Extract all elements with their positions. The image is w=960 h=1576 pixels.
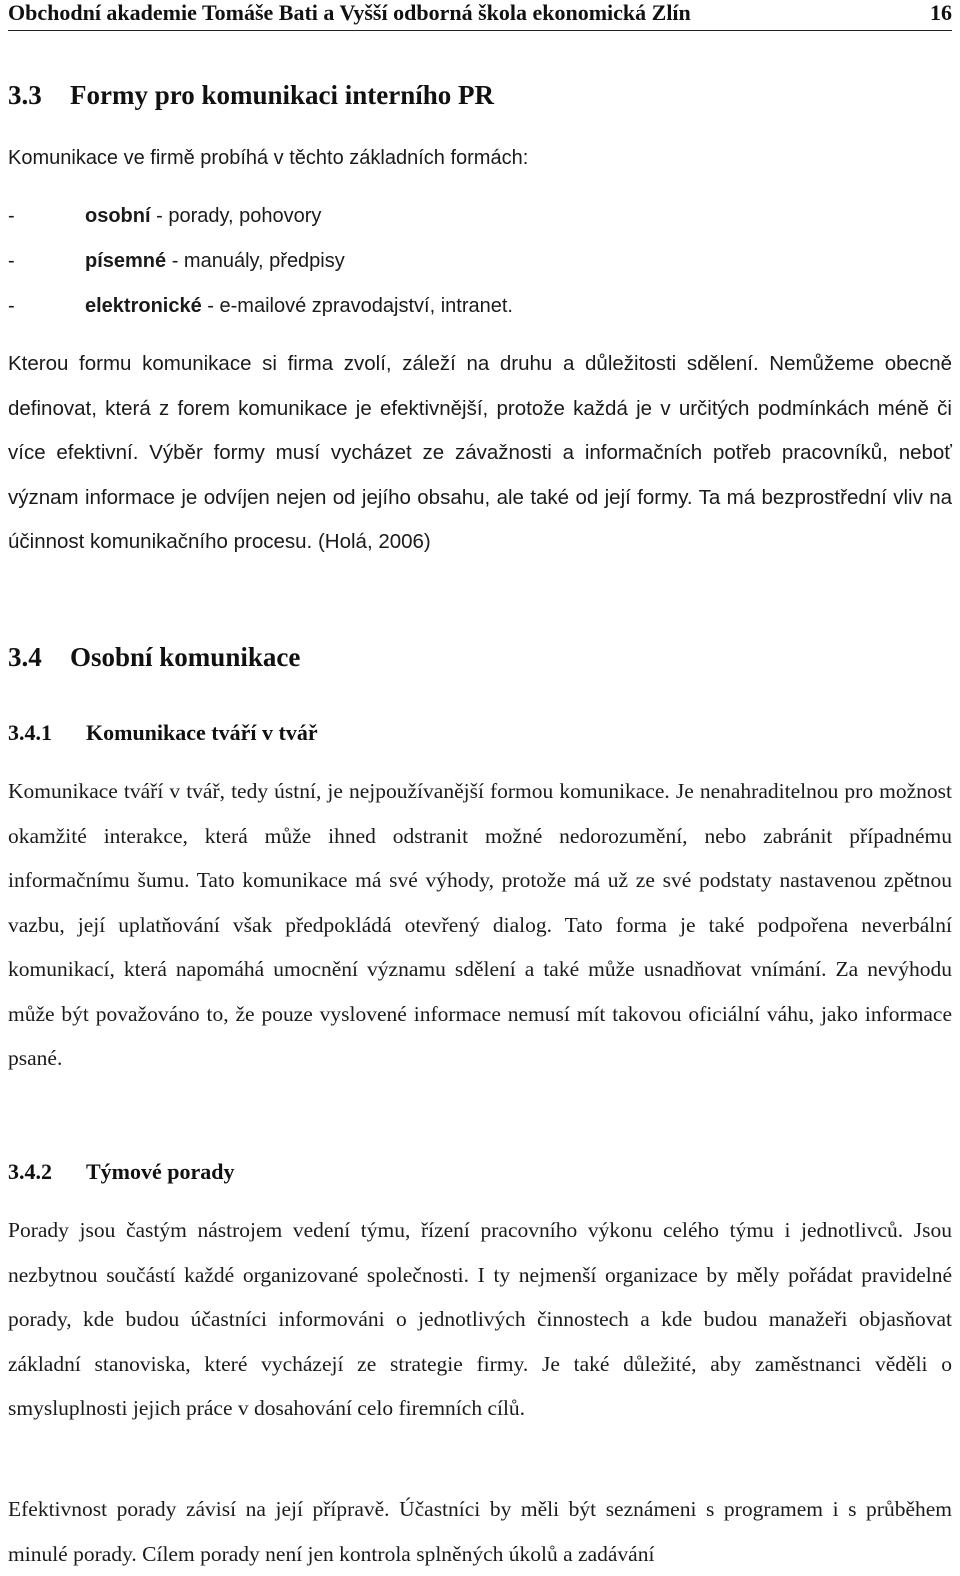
section-title: Formy pro komunikaci interního PR xyxy=(70,80,495,110)
forms-list xyxy=(8,202,513,337)
list-term: osobní xyxy=(85,205,151,227)
subsection-title: Komunikace tváří v tvář xyxy=(86,720,318,745)
section-title: Osobní komunikace xyxy=(70,642,301,672)
page-number: 16 xyxy=(930,0,952,25)
paragraph-team-meetings: Porady jsou častým nástrojem vedení týmu, řízení pracovního výkonu celého týmu i jednotlivců. Jsou nezbytnou součástí každé organizované společnosti. I ty nejmenší organizace by měly pořádat pravidelné porady, kde budou účastníci informováni o jednotlivých činnostech a kde budou manažeři objasňovat základní stanoviska, které vycházejí ze strategie firmy. Je také důležité, aby zaměstnanci věděli o smysluplnosti jejich práce v dosahování celo firemních cílů. xyxy=(8,1218,952,1420)
list-term: písemné xyxy=(85,250,167,272)
paragraph-meeting-efficiency: Efektivnost porady závisí na její přípravě. Účastníci by měli být seznámeni s programem i s průběhem minulé porady. Cílem porady není jen kontrola splněných úkolů a zadávání xyxy=(8,1497,952,1566)
school-name: Obchodní akademie Tomáše Bati a Vyšší odborná škola ekonomická Zlín xyxy=(8,0,691,25)
list-dash: - xyxy=(8,295,15,317)
subsection-number: 3.4.2 xyxy=(8,1159,52,1184)
list-dash: - xyxy=(8,250,15,272)
subsection-heading-3-4-1 xyxy=(8,720,318,746)
list-dash: - xyxy=(8,205,15,227)
list-term: elektronické xyxy=(85,295,202,317)
section-heading-3-3 xyxy=(8,80,494,111)
section-heading-3-4 xyxy=(8,642,300,673)
paragraph-face-to-face: Komunikace tváří v tvář, tedy ústní, je nejpoužívanější formou komunikace. Je nenahraditelnou pro možnost okamžité interakce, která může ihned odstranit možné nedorozumění, nebo zabránit případnému informačnímu šumu. Tato komunikace má své výhody, protože má už ze své podstaty nastavenou zpětnou vazbu, její uplatňování však předpokládá otevřený dialog. Tato forma je také podpořena neverbální komunikací, která napomáhá umocnění významu sdělení a také může usnadňovat vnímání. Za nevýhodu může být považováno to, že pouze vyslovené informace nemusí mít takovou oficiální váhu, jako informace psané. xyxy=(8,779,952,1070)
paragraph-forms: Kterou formu komunikace si firma zvolí, záleží na druhu a důležitosti sdělení. Nemůžeme obecně definovat, která z forem komunikace je efektivnější, protože každá je v určitých podmínkách méně či více efektivní. Výběr formy musí vycházet ze závažnosti a informačních potřeb pracovníků, neboť význam informace je odvíjen nejen od jejího obsahu, ale také od její formy. Ta má bezprostřední vliv na účinnost komunikačního procesu. (Holá, 2006) xyxy=(8,352,952,553)
list-item xyxy=(8,247,513,292)
page-header xyxy=(8,0,952,31)
list-text: - porady, pohovory xyxy=(150,205,322,227)
list-text: - manuály, předpisy xyxy=(166,250,345,272)
list-item xyxy=(8,292,513,337)
subsection-title: Týmové porady xyxy=(86,1159,235,1184)
intro-text: Komunikace ve firmě probíhá v těchto základních formách: xyxy=(8,147,529,169)
section-number: 3.3 xyxy=(8,80,42,110)
section-number: 3.4 xyxy=(8,642,42,672)
subsection-number: 3.4.1 xyxy=(8,720,52,745)
list-item xyxy=(8,202,513,247)
subsection-heading-3-4-2 xyxy=(8,1159,235,1185)
list-text: - e-mailové zpravodajství, intranet. xyxy=(201,295,513,317)
